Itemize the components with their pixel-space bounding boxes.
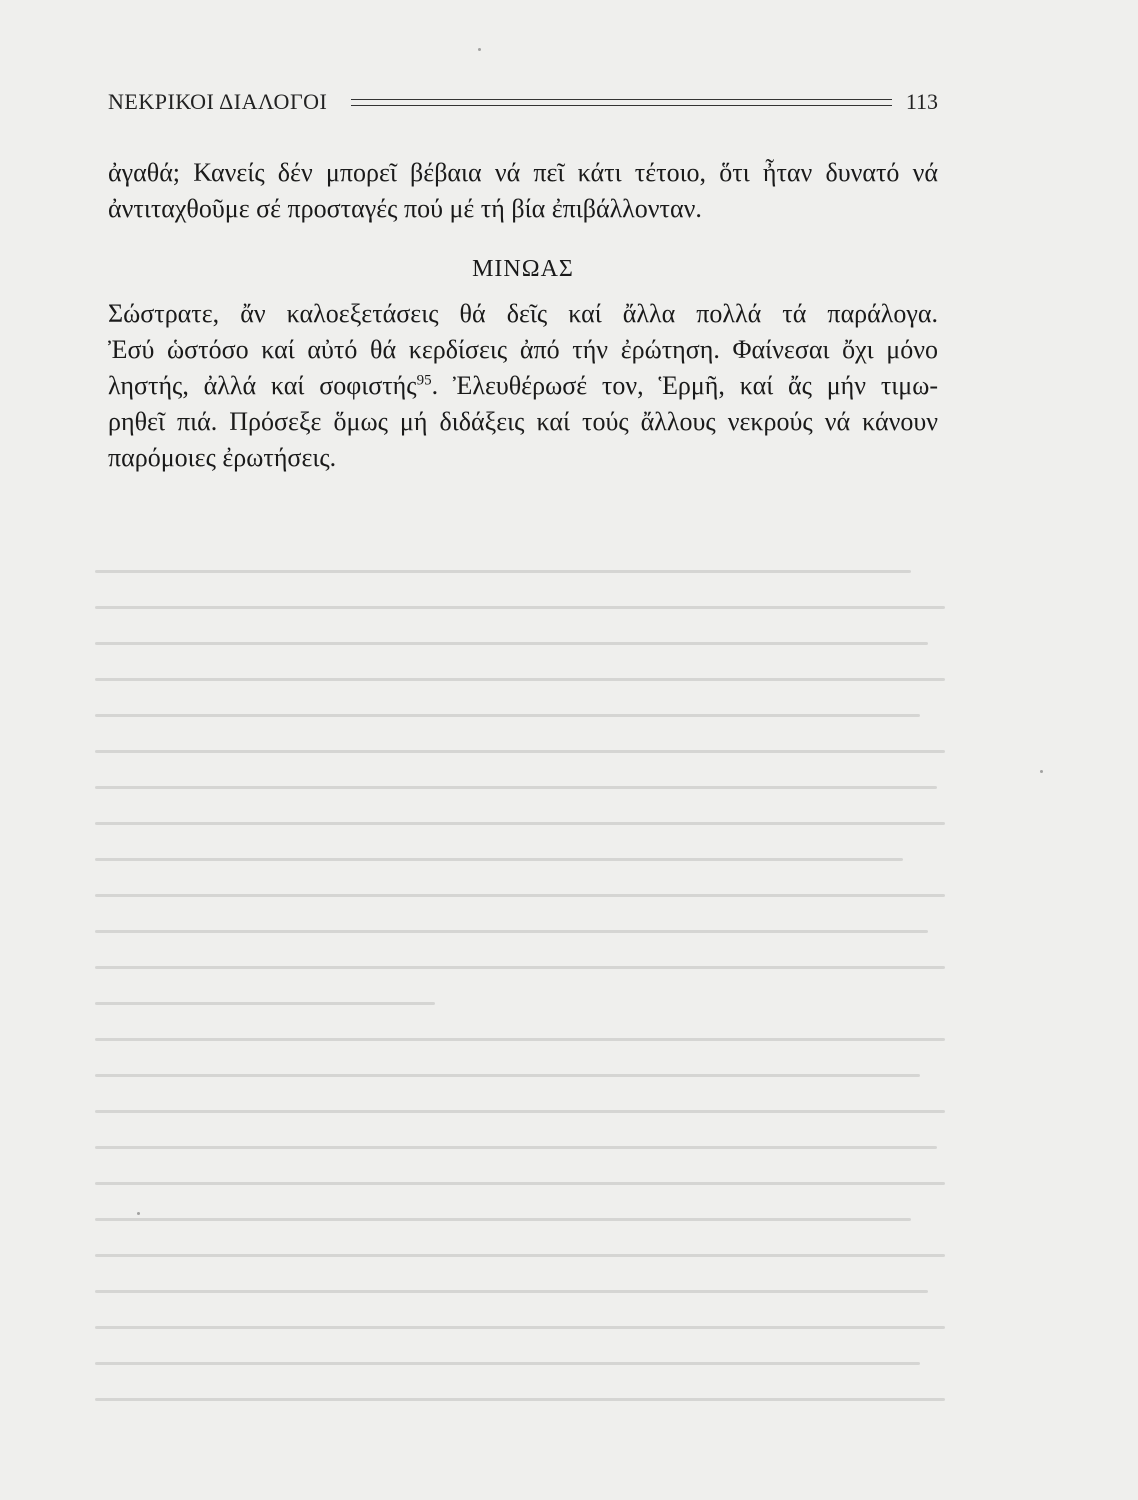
page-number: 113 xyxy=(905,89,938,114)
header-double-rule xyxy=(351,99,891,106)
text-fragment: ληστής, ἀλλά καί σοφιστής xyxy=(108,371,417,400)
text-line: ἀγαθά; Κανείς δέν μπορεῖ βέβαια νά πεῖ κάτι τέτοιο, ὅτι ἦταν δυνατό νά xyxy=(108,158,938,187)
speaker-heading: ΜΙΝΩΑΣ xyxy=(472,256,574,282)
text-line: Σώστρατε, ἄν καλοεξετάσεις θά δεῖς καί ἄλλα πολλά τά παράλογα. xyxy=(108,299,938,328)
continuation-paragraph xyxy=(108,155,938,227)
bleed-through-texture xyxy=(95,570,945,1430)
text-line-with-footnote xyxy=(108,368,938,404)
text-fragment: . Ἐλευθέρωσέ τον, Ἑρμῆ, καί ἄς μήν τιμω- xyxy=(431,371,938,400)
footnote-marker: 95 xyxy=(416,372,432,389)
text-line: παρόμοιες ἐρωτήσεις. xyxy=(108,443,337,472)
speech-paragraph xyxy=(108,296,938,476)
text-line: ἀντιταχθοῦμε σέ προσταγές πού μέ τή βία ἐπιβάλλονταν. xyxy=(108,194,702,223)
running-header xyxy=(108,86,938,118)
running-title: ΝΕΚΡΙΚΟΙ ΔΙΑΛΟΓΟΙ xyxy=(108,89,328,114)
text-line: ρηθεῖ πιά. Πρόσεξε ὅμως μή διδάξεις καί τούς ἄλλους νεκρούς νά κάνουν xyxy=(108,407,938,436)
text-line: Ἐσύ ὡστόσο καί αὐτό θά κερδίσεις ἀπό τήν ἐρώτηση. Φαίνεσαι ὄχι μόνο xyxy=(108,335,938,364)
